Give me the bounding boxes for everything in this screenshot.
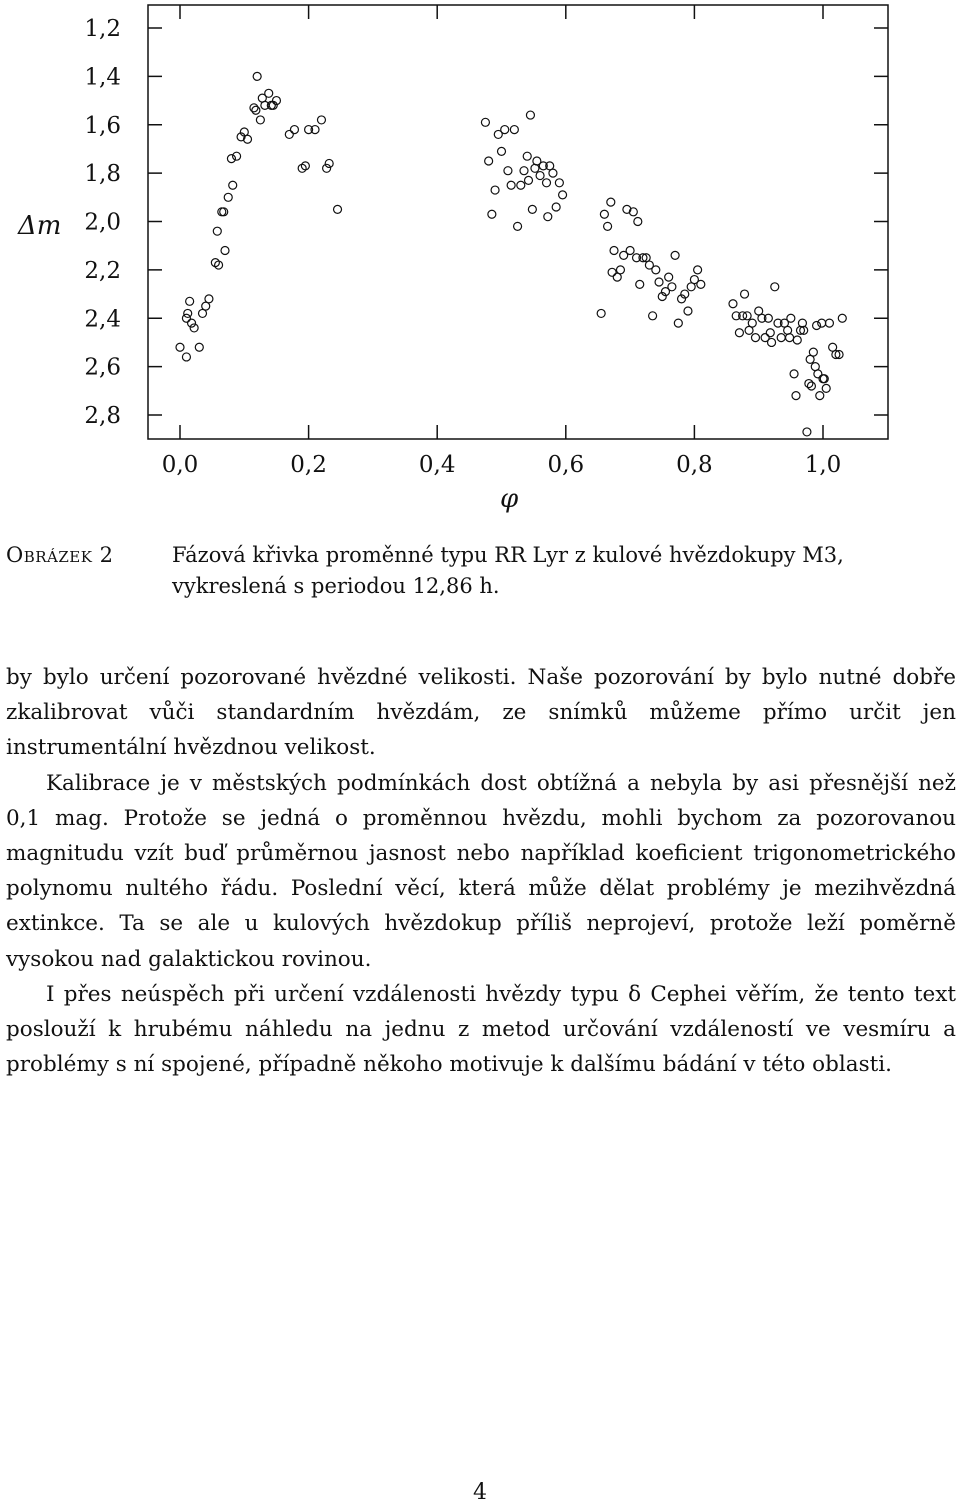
data-point <box>544 213 552 221</box>
data-point <box>634 218 642 226</box>
y-tick-label: 1,6 <box>84 112 121 139</box>
data-point <box>549 169 557 177</box>
data-point <box>741 290 749 298</box>
data-point <box>205 295 213 303</box>
caption-text: Fázová křivka proměnné typu RR Lyr z kulové hvězdokupy M3, vykreslená s periodou 12,86 h. <box>172 543 844 598</box>
x-tick-label: 0,6 <box>547 452 585 478</box>
data-point <box>555 179 563 187</box>
data-point <box>668 283 676 291</box>
data-point <box>803 428 811 436</box>
data-point <box>221 247 229 255</box>
data-point <box>697 280 705 288</box>
data-point <box>176 343 184 351</box>
x-tick-label: 1,0 <box>804 452 842 478</box>
y-axis-label: Δm <box>18 211 62 241</box>
data-point <box>607 198 615 206</box>
data-point <box>224 193 232 201</box>
data-point <box>317 116 325 124</box>
y-tick-label: 2,8 <box>84 403 121 429</box>
data-point <box>684 307 692 315</box>
data-point <box>520 167 528 175</box>
y-tick-label: 2,6 <box>84 354 121 381</box>
data-point <box>213 227 221 235</box>
data-point <box>543 179 551 187</box>
phase-curve-figure <box>0 0 960 520</box>
data-point <box>498 147 506 155</box>
data-point <box>526 111 534 119</box>
data-point <box>818 319 826 327</box>
data-point <box>510 126 518 134</box>
x-axis-label: φ <box>500 484 519 514</box>
data-point <box>491 186 499 194</box>
data-point <box>655 278 663 286</box>
data-point <box>252 106 260 114</box>
data-point <box>751 334 759 342</box>
data-point <box>748 319 756 327</box>
data-point <box>790 370 798 378</box>
x-tick-label: 0,0 <box>161 452 199 478</box>
data-point <box>792 392 800 400</box>
data-point <box>507 181 515 189</box>
data-point <box>597 309 605 317</box>
data-point <box>768 338 776 346</box>
data-point <box>528 205 536 213</box>
data-point <box>604 222 612 230</box>
data-point <box>559 191 567 199</box>
data-point <box>649 312 657 320</box>
data-point <box>608 268 616 276</box>
data-point <box>229 181 237 189</box>
data-point <box>334 205 342 213</box>
data-point <box>256 116 264 124</box>
data-point <box>552 203 560 211</box>
data-point <box>777 334 785 342</box>
data-point <box>190 324 198 332</box>
x-tick-label: 0,2 <box>290 452 327 478</box>
y-axis-ticks <box>84 16 888 429</box>
phase-curve-chart <box>0 0 960 520</box>
data-point <box>671 251 679 259</box>
data-point <box>504 167 512 175</box>
data-point <box>182 353 190 361</box>
x-tick-label: 0,8 <box>676 452 713 478</box>
data-point <box>481 118 489 126</box>
data-point <box>674 319 682 327</box>
y-tick-label: 2,0 <box>84 209 121 236</box>
data-point <box>290 126 298 134</box>
data-point <box>501 126 509 134</box>
data-point <box>793 336 801 344</box>
data-point <box>253 72 261 80</box>
data-point <box>816 392 824 400</box>
data-point <box>822 384 830 392</box>
paragraph-3: I přes neúspěch při určení vzdálenosti hvězdy typu δ Cephei věřím, že tento text poslouží k hrubému náhledu na jednu z metod určování vzdáleností ve vesmíru a problémy s ní spojené, případně někoho motivuje k dalšímu bádání v této oblasti. <box>6 981 956 1078</box>
data-point <box>517 181 525 189</box>
y-tick-label: 1,2 <box>84 16 121 42</box>
data-point <box>665 273 673 281</box>
y-tick-label: 1,8 <box>84 161 121 188</box>
data-point <box>536 172 544 180</box>
data-point <box>636 280 644 288</box>
y-tick-label: 2,2 <box>84 257 121 284</box>
x-tick-label: 0,4 <box>418 452 456 478</box>
x-axis-ticks <box>162 5 842 478</box>
data-point <box>523 152 531 160</box>
data-point <box>195 343 203 351</box>
data-point <box>825 319 833 327</box>
data-point <box>600 210 608 218</box>
data-point <box>250 104 258 112</box>
figure-label: Obrázek 2 <box>6 543 114 567</box>
data-point <box>786 334 794 342</box>
data-point <box>325 159 333 167</box>
data-point <box>626 247 634 255</box>
data-point <box>188 319 196 327</box>
data-points <box>176 72 846 436</box>
y-tick-label: 2,4 <box>84 306 121 333</box>
y-tick-label: 1,4 <box>84 64 121 91</box>
data-point <box>323 164 331 172</box>
data-point <box>227 155 235 163</box>
data-point <box>809 348 817 356</box>
data-point <box>813 322 821 330</box>
data-point <box>652 266 660 274</box>
data-point <box>514 222 522 230</box>
data-point <box>265 89 273 97</box>
data-point <box>610 247 618 255</box>
page-number: 4 <box>473 1480 487 1505</box>
data-point <box>184 309 192 317</box>
paragraph-1: by bylo určení pozorované hvězdné velikosti. Naše pozorování by bylo nutné dobře zkalibrovat vůči standardním hvězdám, ze snímků můžeme přímo určit jen instrumentální hvězdnou velikost. <box>6 665 956 761</box>
paragraph-2: Kalibrace je v městských podmínkách dost obtížná a nebyla by asi přesnější než 0,1 mag. Protože se jedná o proměnnou hvězdu, mohli bychom za pozorovanou magnitudu vzít buď průměrnou jasnost nebo například koeficient trigonometrického polynomu nultého řádu. Poslední věcí, která může dělat problémy je mezihvězdná extinkce. Ta se ale u kulových hvězdokup příliš neprojeví, protože leží poměrně vysokou nad galaktickou rovinou. <box>6 770 956 972</box>
body-text <box>6 660 956 1082</box>
data-point <box>485 157 493 165</box>
data-point <box>488 210 496 218</box>
data-point <box>735 329 743 337</box>
data-point <box>838 314 846 322</box>
data-point <box>186 297 194 305</box>
data-point <box>798 319 806 327</box>
data-point <box>616 266 624 274</box>
data-point <box>766 329 774 337</box>
data-point <box>729 300 737 308</box>
data-point <box>787 314 795 322</box>
data-point <box>233 152 241 160</box>
data-point <box>694 266 702 274</box>
data-point <box>285 130 293 138</box>
data-point <box>525 176 533 184</box>
data-point <box>771 283 779 291</box>
